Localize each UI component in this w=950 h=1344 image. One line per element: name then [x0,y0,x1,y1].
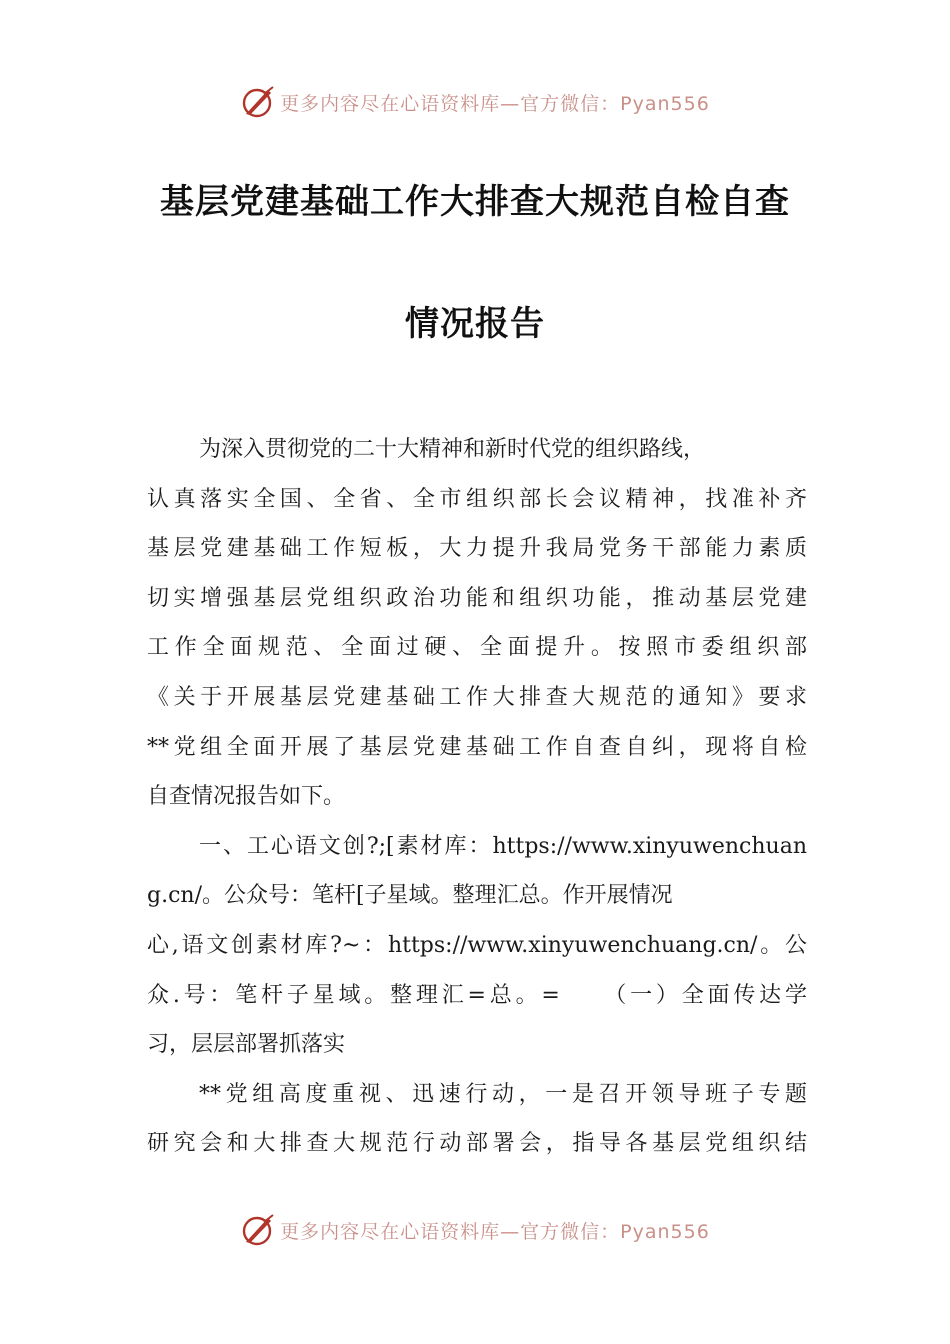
body-line: 研究会和大排查大规范行动部署会，指导各基层党组织结 [147,1131,807,1157]
document-title-line2: 情况报告 [405,304,545,344]
body-line: 心,语文创素材库?~：https://www.xinyuwenchuang.cn/。公 [147,932,807,958]
body-line: 认真落实全国、全省、全市组织部长会议精神，找准补齐 [147,486,807,512]
body-line: 工作全面规范、全面过硬、全面提升。按照市委组织部 [147,635,807,661]
body-line: **党组全面开展了基层党建基础工作自查自纠，现将自检 [147,734,807,760]
body-line: 基层党建基础工作短板，大力提升我局党务干部能力素质 [147,536,807,562]
quill-pen-circle-icon [240,84,276,120]
body-line: 《关于开展基层党建基础工作大排查大规范的通知》要求 [147,684,807,710]
body-line: 自查情况报告如下。 [147,784,346,810]
header-watermark-banner [0,82,950,122]
watermark-text: 更多内容尽在心语资料库—官方微信：Pyan556 [280,92,710,115]
document-title: 基层党建基础工作大排查大规范自检自查 [160,182,790,222]
subsection-heading-line: 习，层层部署抓落实 [147,1032,346,1058]
body-line: 切实增强基层党组织政治功能和组织功能，推动基层党建 [147,585,807,611]
watermark-text: 更多内容尽在心语资料库—官方微信：Pyan556 [280,1220,710,1243]
quill-pen-circle-icon [240,1212,276,1248]
body-line: 为深入贯彻党的二十大精神和新时代党的组织路线， [199,437,706,462]
footer-watermark-banner [0,1210,950,1250]
section-heading-line: 一、工心语文创?;[素材库：https://www.xinyuwenchuan [199,833,807,859]
body-line: 众.号：笔杆子星域。整理汇=总。= （一）全面传达学 [147,982,807,1008]
report-body [147,425,807,1169]
body-line: g.cn/。公众号：笔杆[子星域。整理汇总。作开展情况 [147,883,673,909]
body-line: **党组高度重视、迅速行动，一是召开领导班子专题 [199,1081,807,1107]
